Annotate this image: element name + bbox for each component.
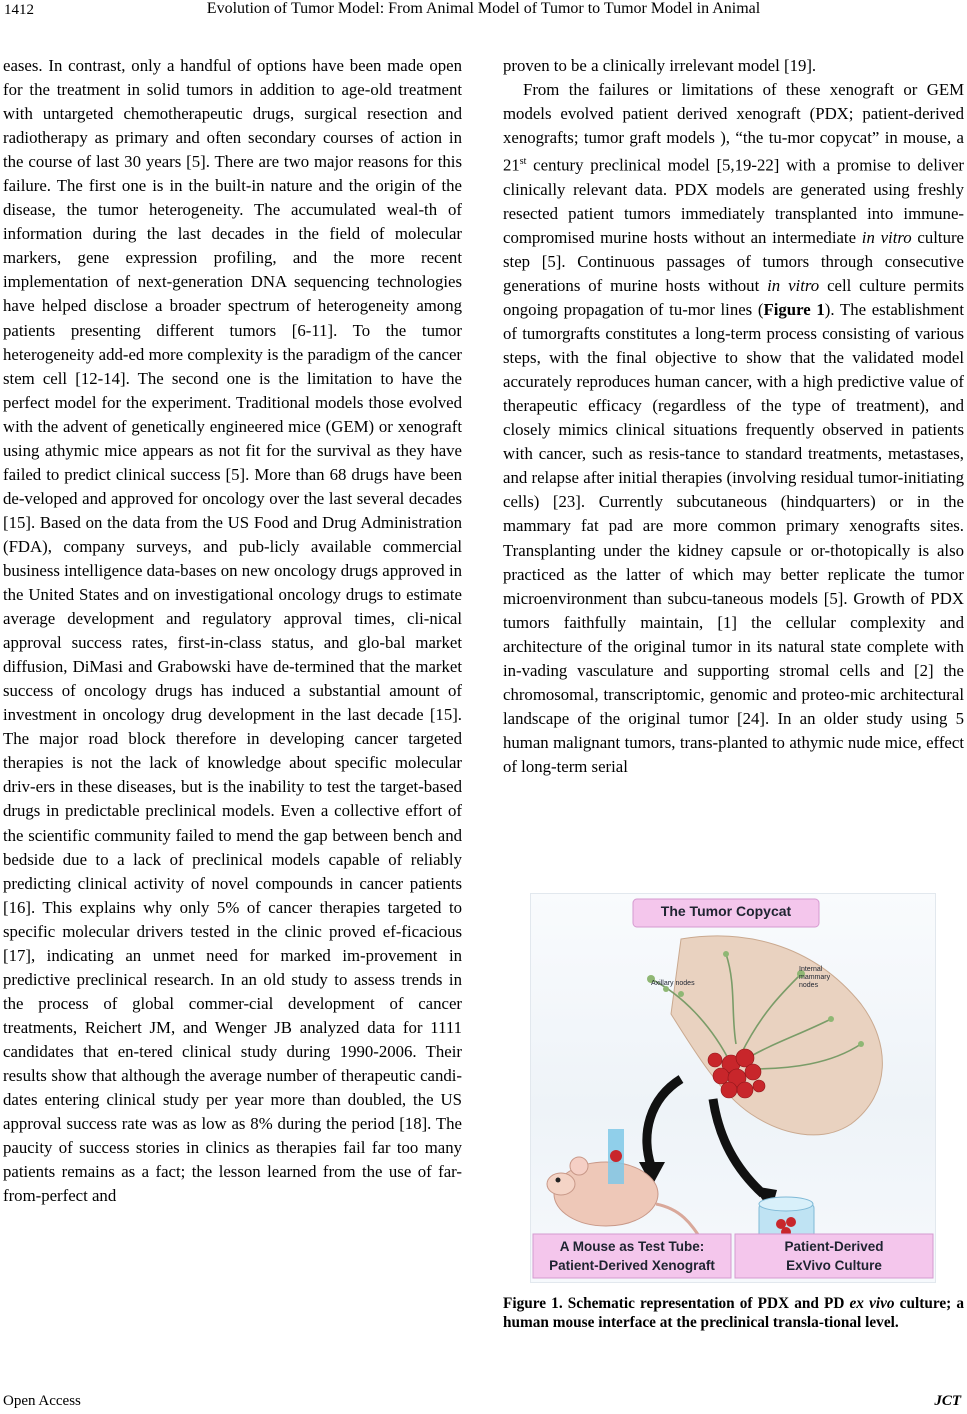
figure-1	[530, 893, 936, 1283]
left-column	[3, 54, 462, 1208]
torso-shape	[671, 936, 882, 1135]
right-paragraph-1: proven to be a clinically irrelevant model [19].	[503, 56, 817, 75]
right-paragraph-2: From the failures or limitations of these xenograft or GEM models evolved patient derived xenograft (PDX; patient-derived xenografts; tumor graft models ), “the tu-mor copycat” in mouse, a 21st century preclinical model [5,19-22] with a promise to deliver clinically relevant data. PDX models are generated using freshly resected patient tumors immediately transplanted into immune-compromised murine hosts without an intermediate in vitro culture step [5]. Continuous passages of tumors through consecutive generations of murine hosts without in vitro cell culture permits ongoing propagation of tu-mor lines (Figure 1). The establishment of tumorgrafts constitutes a long-term process consisting of various steps, with the final objective to show that the validated model accurately reproduces human cancer, with a high predictive value of therapeutic efficacy (regardless of the type of treatment), and closely mimics clinical situations frequently observed in patients with cancer, such as resis-tance to standard treatments, metastases, and relapse after initial therapies (involving residual tumor-initiating cells) [23]. Currently subcutaneous (hindquarters) or in the mammary fat pad are more common primary xenografts sites. Transplanting under the kidney capsule or or-thotopically is also practiced as the latter of which may better replicate the tumor microenvironment than subcu-taneous models [5]. Growth of PDX tumors faithfully maintain, [1] the cellular complexity and architecture of the original tumor in its natural state complete with in-vading vasculature and supporting stromal cells and [2] the chromosomal, transcriptomic, genomic and proteo-mic architectural landscape of the original tumor [24]. In an older study using 5 human malignant tumors, trans-planted to athymic nude mice, effect of long-term serial	[503, 80, 965, 776]
page-number: 1412	[4, 2, 34, 18]
footer-open-access: Open Access	[3, 1393, 81, 1409]
label-exvivo-culture: Patient-Derived ExVivo Culture	[784, 1239, 884, 1273]
mouse-illustration	[547, 1129, 701, 1239]
arrow-to-mouse	[647, 1079, 681, 1166]
label-axillary-nodes: Axillary nodes	[651, 980, 695, 987]
figure-caption: Figure 1. Schematic representation of PDX and PD ex vivo culture; a human mouse interface at the preclinical transla-tional level.	[503, 1295, 964, 1331]
label-xenograft: A Mouse as Test Tube: Patient-Derived Xenograft	[549, 1239, 715, 1273]
footer-journal: JCT	[934, 1393, 961, 1409]
label-internal-mammary-nodes: Internal mammary nodes	[799, 966, 831, 989]
figure-illustration	[531, 894, 935, 1282]
figure-title: The Tumor Copycat	[660, 903, 792, 919]
running-title: Evolution of Tumor Model: From Animal Model of Tumor to Tumor Model in Animal	[206, 0, 761, 17]
left-paragraph: eases. In contrast, only a handful of options have been made open for the treatment in solid tumors in addition to age-old treatment with untargeted chemotherapeutic drugs, surgical resection and radiotherapy as primary and often secondary courses of action in the course of last 30 years [5]. There are two major reasons for this failure. The first one is in the built-in nature and the origin of the disease, the tumor heterogeneity. The accumulated weal-th of information during the last decades in the field of molecular markers, gene expression profiling, and the more recent implementation of next-generation DNA sequencing technologies have helped disclose a broader spectrum of heterogeneity among patients presenting different tumors [6-11]. To the tumor heterogeneity add-ed more complexity is the paradigm of the cancer stem cell [12-14]. The second one is the limitation to have the perfect model for the experiment. Traditional models those evolved with the advent of genetically engineered mice (GEM) or xenograft using athymic mice appears as not fit for the survival as they have failed to predict clinical success [5]. More than 68 drugs have been de-veloped and approved for oncology over the last several decades [15]. Based on the data from the US Food and Drug Administration (FDA), company surveys, and pub-licly available commercial business intelligence data-bases on new oncology drugs approved in the United States and on investigational oncology drugs to estimate average development and regulatory approval times, cli-nical approval success rates, first-in-class status, and glo-bal market diffusion, DiMasi and Grabowski have de-termined that the market success of oncology drugs has induced a substantial amount of investment in oncology drug development in the last decade [15]. The major road block therefore in developing cancer targeted therapies is not the lack of knowledge about specific molecular driv-ers in these diseases, but is the inability to test the target-based drugs in predictable preclinical models. Even a collective effort of the scientific community failed to mend the gap between bench and bedside due to a lack of preclinical models capable of reliably predicting clinical activity of novel compounds in cancer patients [16]. This explains why only 5% of cancer therapies targeted to specific molecular drivers tested in the clinic proved ef-ficacious [17], indicating an unmet need for marked im-provement in predictive preclinical research. In an old study to assess trends in the process of global commer-cial development of cancer treatments, Reichert JM, and Wenger JB analyzed data for 1111 candidates that en-tered clinical study during 1990-2006. Their results show that although the average number of therapeutic candi-dates entering clinical study per year more than doubled, the US approval success rate was as low as 8% during the period [18]. The paucity of success stories in clinics as therapies fail far too many patients remains as a fact; the lesson learned from the use of far-from-perfect and	[3, 56, 462, 1206]
right-column	[503, 54, 964, 779]
